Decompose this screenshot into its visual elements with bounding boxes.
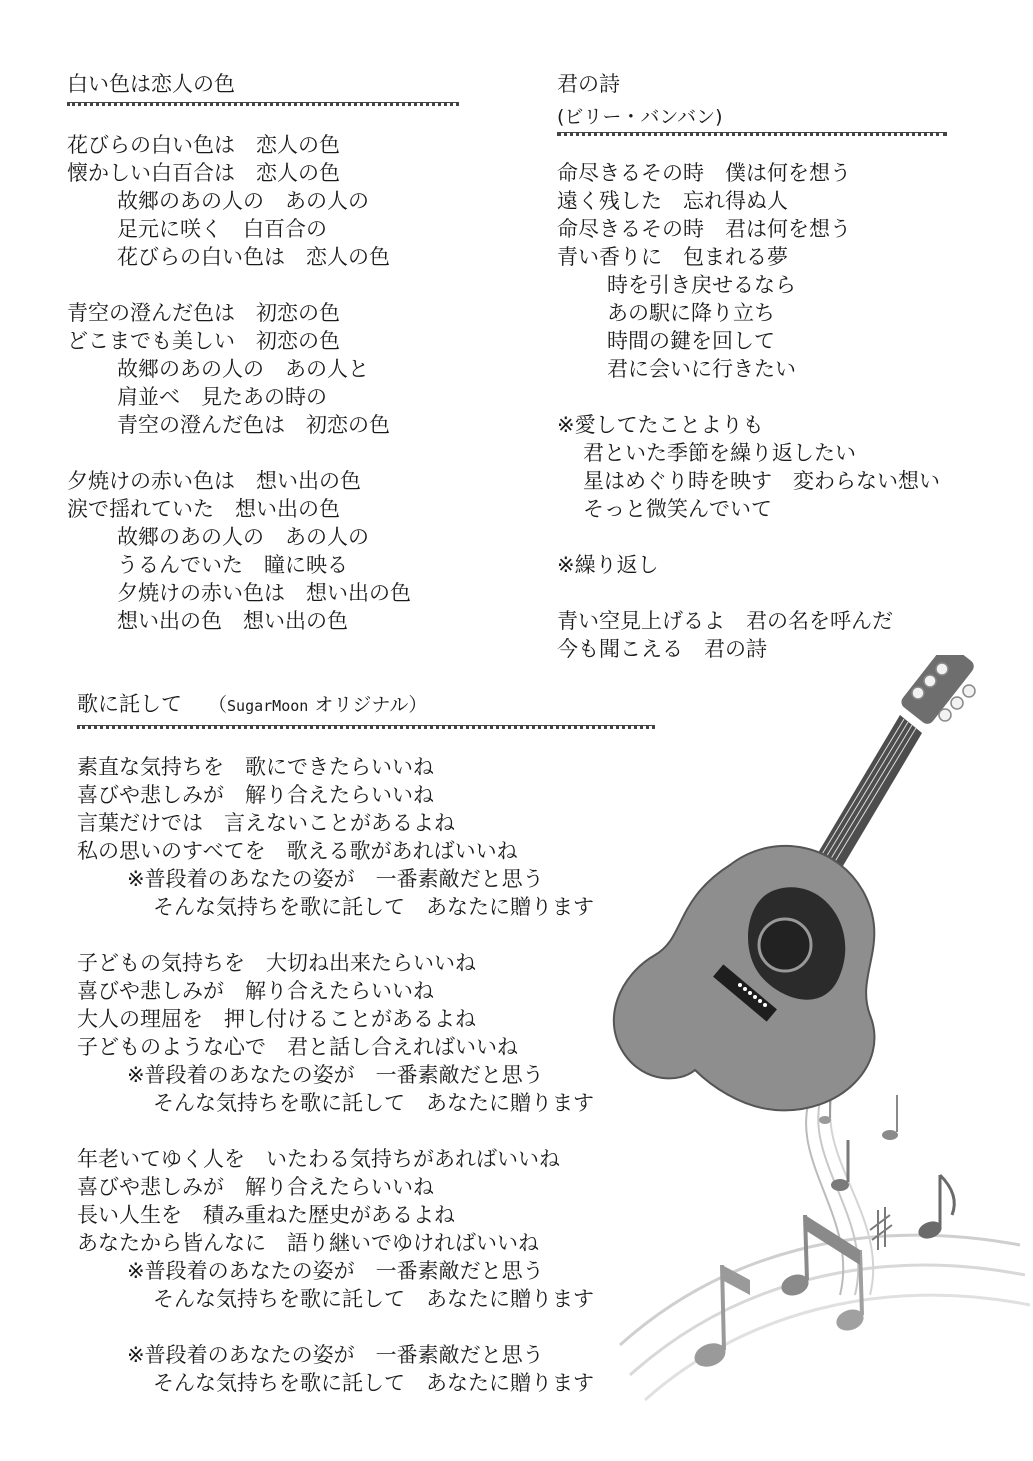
song-title: 白い色は恋人の色 (67, 72, 235, 96)
song-title: 君の詩 (557, 72, 620, 96)
lyric-line: ※愛してたことよりも (557, 413, 764, 437)
lyric-line: 喜びや悲しみが 解り合えたらいいね (77, 979, 434, 1003)
stanza-gap (77, 1117, 594, 1145)
lyric-line: そんな気持ちを歌に託して あなたに贈ります (153, 895, 594, 919)
guitar-illustration (600, 655, 1033, 1415)
song-uta-ni-takushite (77, 690, 655, 729)
subtitle-open-paren: （ (208, 694, 228, 716)
lyric-line: 大人の理屈を 押し付けることがあるよね (77, 1007, 476, 1031)
lyric-line: そんな気持ちを歌に託して あなたに贈ります (153, 1287, 594, 1311)
stanza-gap (77, 1313, 594, 1341)
lyric-line: 命尽きるその時 僕は何を想う (557, 161, 851, 185)
lyric-line: そんな気持ちを歌に託して あなたに贈ります (153, 1371, 594, 1395)
song-lyrics (67, 131, 411, 635)
lyric-line: 花びらの白い色は 恋人の色 (117, 245, 390, 269)
stanza-gap (77, 921, 594, 949)
lyric-line: 喜びや悲しみが 解り合えたらいいね (77, 783, 434, 807)
lyric-line: あなたから皆んなに 語り継いでゆければいいね (77, 1231, 539, 1255)
lyric-line: そっと微笑んでいて (583, 497, 772, 521)
song-lyrics (77, 753, 594, 1397)
song-white-color (67, 70, 459, 106)
lyric-line: 時を引き戻せるなら (607, 273, 796, 297)
title-divider (67, 102, 459, 106)
lyric-line: あの駅に降り立ち (607, 301, 775, 325)
stanza-gap (557, 523, 940, 551)
lyric-line: 言葉だけでは 言えないことがあるよね (77, 811, 455, 835)
lyric-line: 故郷のあの人の あの人と (117, 357, 369, 381)
stanza-gap (67, 271, 411, 299)
lyric-line: 子どもの気持ちを 大切ね出来たらいいね (77, 951, 476, 975)
stanza-gap (557, 579, 940, 607)
lyric-line: 君に会いに行きたい (607, 357, 796, 381)
lyric-line: 遠く残した 忘れ得ぬ人 (557, 189, 788, 213)
lyric-line: 私の思いのすべてを 歌える歌があればいいね (77, 839, 518, 863)
song-title-row (77, 690, 655, 719)
lyric-line: 故郷のあの人の あの人の (117, 525, 369, 549)
lyric-line: どこまでも美しい 初恋の色 (67, 329, 340, 353)
lyric-line: 夕焼けの赤い色は 想い出の色 (67, 469, 361, 493)
song-kimi-no-uta (557, 70, 947, 136)
subtitle-artist: SugarMoon (227, 697, 309, 715)
lyric-line: 涙で揺れていた 想い出の色 (67, 497, 340, 521)
lyric-line: 青い空見上げるよ 君の名を呼んだ (557, 609, 893, 633)
lyric-line: 青い香りに 包まれる夢 (557, 245, 788, 269)
lyric-line: 足元に咲く 白百合の (117, 217, 327, 241)
lyric-line: 故郷のあの人の あの人の (117, 189, 369, 213)
lyric-line: 時間の鍵を回して (607, 329, 775, 353)
lyric-line: 年老いてゆく人を いたわる気持ちがあればいいね (77, 1147, 560, 1171)
lyric-line: そんな気持ちを歌に託して あなたに贈ります (153, 1091, 594, 1115)
lyric-line: 花びらの白い色は 恋人の色 (67, 133, 340, 157)
lyric-line: ※普段着のあなたの姿が 一番素敵だと思う (127, 867, 544, 891)
lyric-line: 喜びや悲しみが 解り合えたらいいね (77, 1175, 434, 1199)
lyric-line: 肩並べ 見たあの時の (117, 385, 327, 409)
lyric-line: 青空の澄んだ色は 初恋の色 (117, 413, 390, 437)
subtitle-origin: オリジナル） (314, 694, 428, 716)
lyric-line: 想い出の色 想い出の色 (117, 609, 348, 633)
title-divider (557, 132, 947, 136)
stanza-gap (557, 383, 940, 411)
lyric-line: ※繰り返し (557, 553, 659, 577)
music-notes-icon (620, 1085, 1030, 1400)
lyric-line: ※普段着のあなたの姿が 一番素敵だと思う (127, 1063, 544, 1087)
lyric-line: 懐かしい白百合は 恋人の色 (67, 161, 340, 185)
song-artist: (ビリー・バンバン) (557, 106, 723, 128)
stanza-gap (67, 439, 411, 467)
lyric-line: 青空の澄んだ色は 初恋の色 (67, 301, 340, 325)
lyric-line: ※普段着のあなたの姿が 一番素敵だと思う (127, 1259, 544, 1283)
lyric-line: 君といた季節を繰り返したい (583, 441, 856, 465)
lyric-line: ※普段着のあなたの姿が 一番素敵だと思う (127, 1343, 544, 1367)
song-title: 歌に託して (77, 692, 182, 716)
lyric-line: 今も聞こえる 君の詩 (557, 637, 767, 661)
title-divider (77, 725, 655, 729)
lyric-line: 長い人生を 積み重ねた歴史があるよね (77, 1203, 455, 1227)
lyric-line: うるんでいた 瞳に映る (117, 553, 348, 577)
lyric-line: 命尽きるその時 君は何を想う (557, 217, 851, 241)
acoustic-guitar-icon (614, 655, 977, 1110)
song-lyrics (557, 159, 940, 663)
lyric-line: 素直な気持ちを 歌にできたらいいね (77, 755, 434, 779)
song-subtitle (208, 694, 427, 716)
lyric-line: 星はめぐり時を映す 変わらない想い (583, 469, 940, 493)
lyric-line: 夕焼けの赤い色は 想い出の色 (117, 581, 411, 605)
lyric-line: 子どものような心で 君と話し合えればいいね (77, 1035, 518, 1059)
